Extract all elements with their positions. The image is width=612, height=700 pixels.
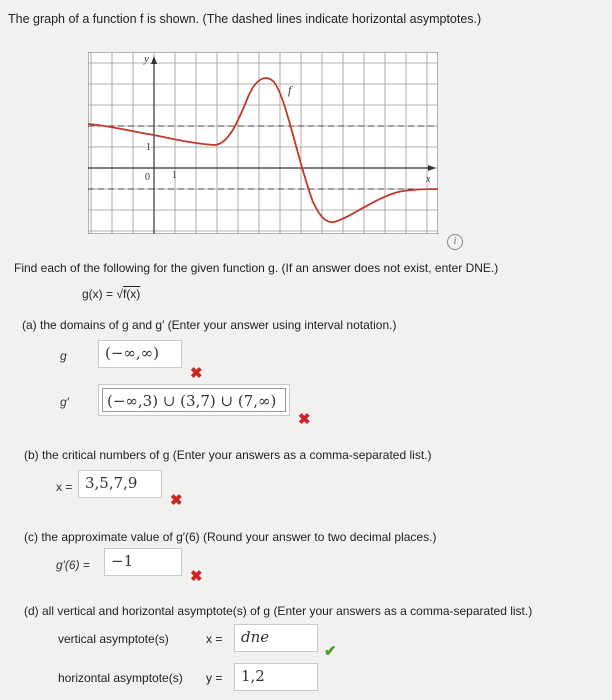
x-tick-one: 1 (172, 170, 177, 181)
graph-svg (88, 52, 438, 234)
part-c-answer[interactable]: −1 (104, 548, 182, 576)
function-graph (88, 52, 438, 234)
part-d-va-answer[interactable]: dne (234, 624, 318, 652)
part-c-label: g′(6) = (56, 558, 90, 572)
part-c-question: (c) the approximate value of g′(6) (Round your answer to two decimal places.) (24, 530, 437, 544)
part-b-x-label: x = (56, 480, 73, 494)
wrong-icon: ✖ (170, 492, 183, 509)
part-d-question: (d) all vertical and horizontal asymptote(s) of g (Enter your answers as a comma-separated list.) (24, 604, 533, 618)
y-axis-label: y (144, 53, 149, 65)
part-b-question: (b) the critical numbers of g (Enter your answers as a comma-separated list.) (24, 448, 432, 462)
wrong-icon: ✖ (298, 411, 311, 428)
wrong-icon: ✖ (190, 568, 203, 585)
part-a-question: (a) the domains of g and g′ (Enter your answer using interval notation.) (22, 318, 397, 332)
instructions: Find each of the following for the given function g. (If an answer does not exist, enter DNE.) (14, 261, 499, 275)
part-d-va-label: vertical asymptote(s) (58, 632, 169, 646)
part-a-gprime-field[interactable] (98, 384, 290, 416)
part-d-ha-answer[interactable]: 1,2 (234, 663, 318, 691)
correct-check-icon: ✔ (324, 643, 337, 660)
part-a-g-answer[interactable]: (−∞,∞) (98, 340, 182, 368)
y-tick-one: 1 (146, 142, 151, 153)
part-d-ha-eq: y = (206, 671, 223, 685)
part-a-g-label: g (60, 349, 67, 363)
part-d-ha-label: horizontal asymptote(s) (58, 671, 183, 685)
part-a-gprime-label: g′ (60, 395, 69, 409)
g-def-prefix: g(x) = (82, 287, 117, 301)
part-d-va-eq: x = (206, 632, 223, 646)
curve-label: f (288, 83, 292, 97)
origin-label: 0 (145, 172, 150, 183)
g-def-radicand: f(x) (122, 287, 141, 301)
problem-intro: The graph of a function f is shown. (The dashed lines indicate horizontal asymptotes.) (8, 12, 482, 26)
info-icon[interactable]: i (447, 234, 463, 250)
sqrt-icon: √ (116, 287, 123, 301)
part-b-answer[interactable]: 3,5,7,9 (78, 470, 162, 498)
part-a-gprime-answer[interactable]: (−∞,3) ∪ (3,7) ∪ (7,∞) (102, 388, 286, 412)
g-definition (82, 287, 140, 301)
x-axis-label: x (426, 174, 431, 185)
wrong-icon: ✖ (190, 365, 203, 382)
